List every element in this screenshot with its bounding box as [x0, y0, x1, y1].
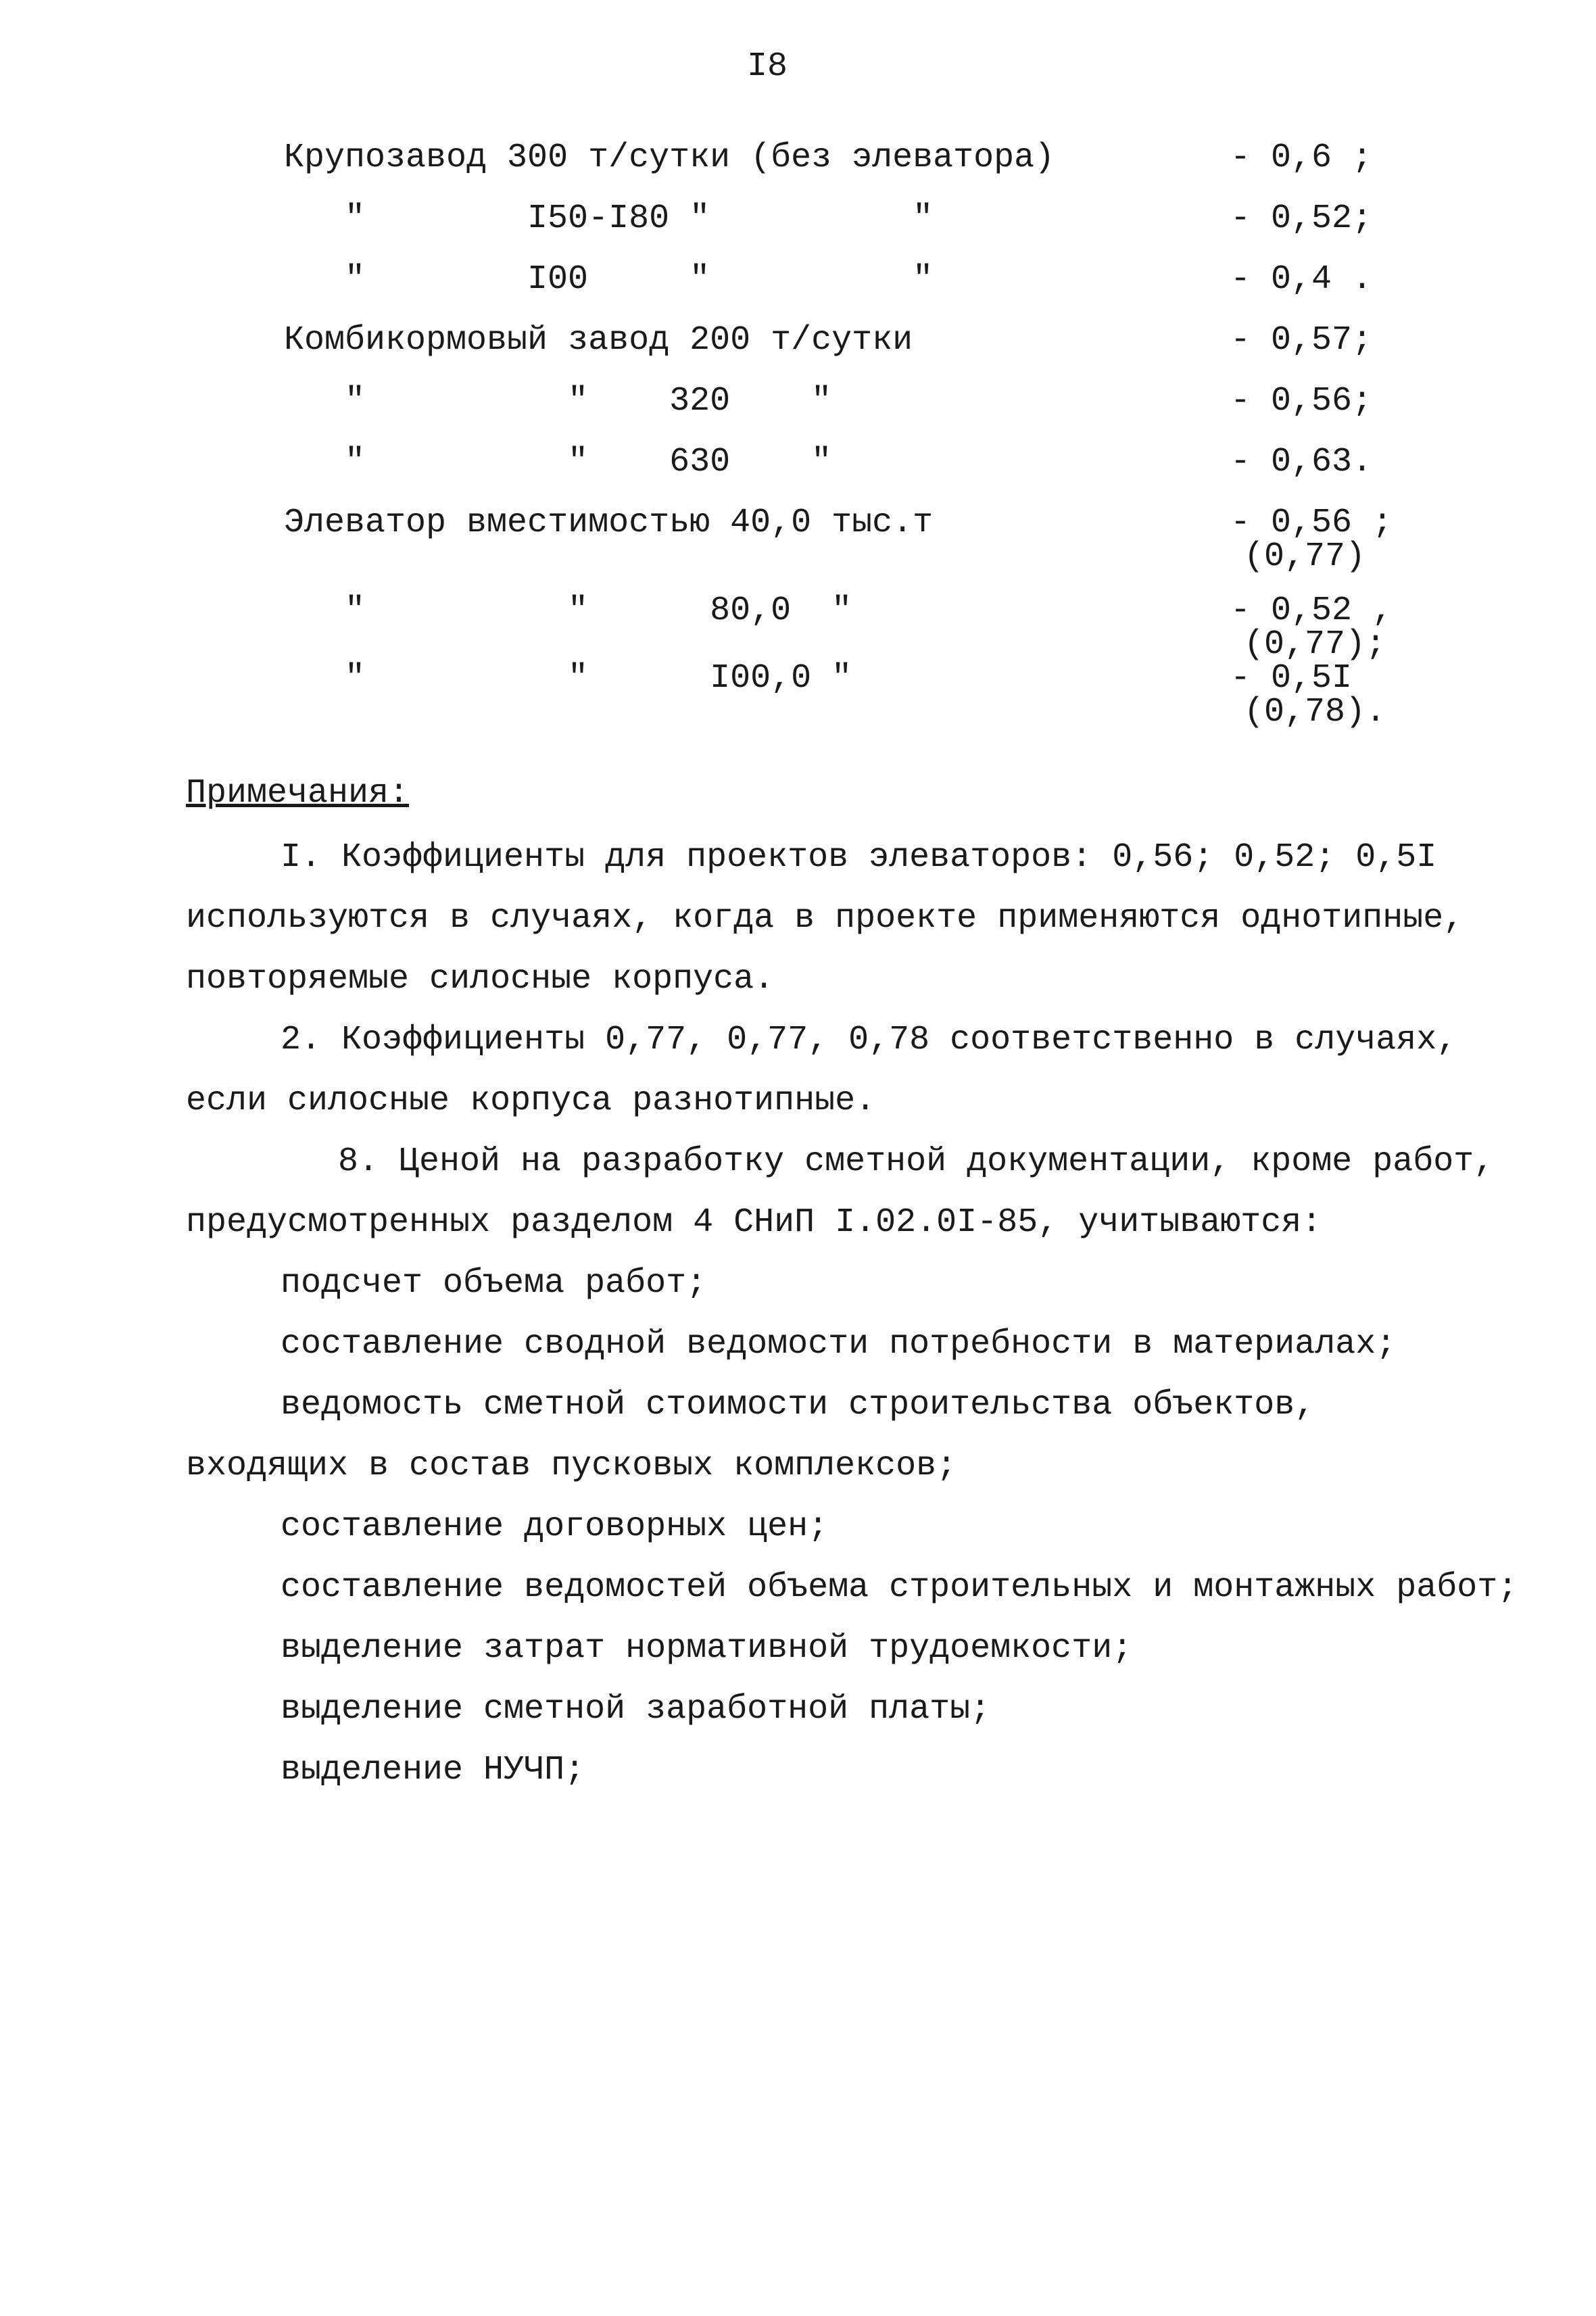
coef-subvalue: (0,78).: [1244, 693, 1386, 731]
coef-value: - 0,6 ;: [1230, 139, 1373, 177]
coef-subvalue: (0,77): [1244, 537, 1366, 576]
coef-label: " " 320 ": [345, 382, 832, 420]
coef-value: - 0,63.: [1230, 443, 1373, 481]
section8-line: 8. Ценой на разработку сметной документации, кроме работ,: [338, 1142, 1495, 1181]
section8-item: выделение НУЧП;: [281, 1751, 585, 1789]
coef-label: " I00 " ": [345, 260, 934, 299]
section8-item: составление ведомостей объема строительных и монтажных работ;: [281, 1568, 1518, 1607]
section8-item: выделение сметной заработной платы;: [281, 1690, 991, 1729]
coef-label: Элеватор вместимостью 40,0 тыс.т: [284, 504, 934, 542]
coef-subvalue: (0,77);: [1244, 625, 1386, 664]
section8-item: подсчет объема работ;: [281, 1264, 707, 1303]
note-line: 2. Коэффициенты 0,77, 0,77, 0,78 соответственно в случаях,: [281, 1021, 1457, 1059]
section8-item: входящих в состав пусковых комплексов;: [186, 1447, 957, 1485]
coef-value: - 0,52 ,: [1230, 592, 1393, 630]
coef-label: " " 80,0 ": [345, 592, 852, 630]
coef-label: Комбикормовый завод 200 т/сутки: [284, 321, 913, 360]
note-line: повторяемые силосные корпуса.: [186, 960, 775, 998]
note-line: если силосные корпуса разнотипные.: [186, 1082, 876, 1120]
section8-item: выделение затрат нормативной трудоемкости;: [281, 1629, 1133, 1668]
coef-value: - 0,56 ;: [1230, 504, 1393, 542]
note-line: используются в случаях, когда в проекте применяются однотипные,: [186, 899, 1464, 938]
coef-value: - 0,5I: [1230, 659, 1353, 698]
page-number: I8: [747, 47, 788, 86]
coef-label: " " 630 ": [345, 443, 832, 481]
notes-title: Примечания:: [186, 774, 410, 813]
coef-value: - 0,4 .: [1230, 260, 1373, 299]
coef-label: Крупозавод 300 т/сутки (без элеватора): [284, 139, 1055, 177]
section8-item: составление договорных цен;: [281, 1507, 829, 1546]
coef-label: " " I00,0 ": [345, 659, 852, 698]
section8-item: ведомость сметной стоимости строительства объектов,: [281, 1386, 1315, 1424]
note-line: I. Коэффициенты для проектов элеваторов: 0,56; 0,52; 0,5I: [281, 838, 1437, 877]
coef-value: - 0,57;: [1230, 321, 1373, 360]
coef-label: " I50-I80 " ": [345, 199, 934, 238]
coef-value: - 0,52;: [1230, 199, 1373, 238]
section8-item: составление сводной ведомости потребности в материалах;: [281, 1325, 1397, 1364]
section8-line: предусмотренных разделом 4 СНиП I.02.0I-85, учитываются:: [186, 1203, 1322, 1242]
coef-value: - 0,56;: [1230, 382, 1373, 420]
